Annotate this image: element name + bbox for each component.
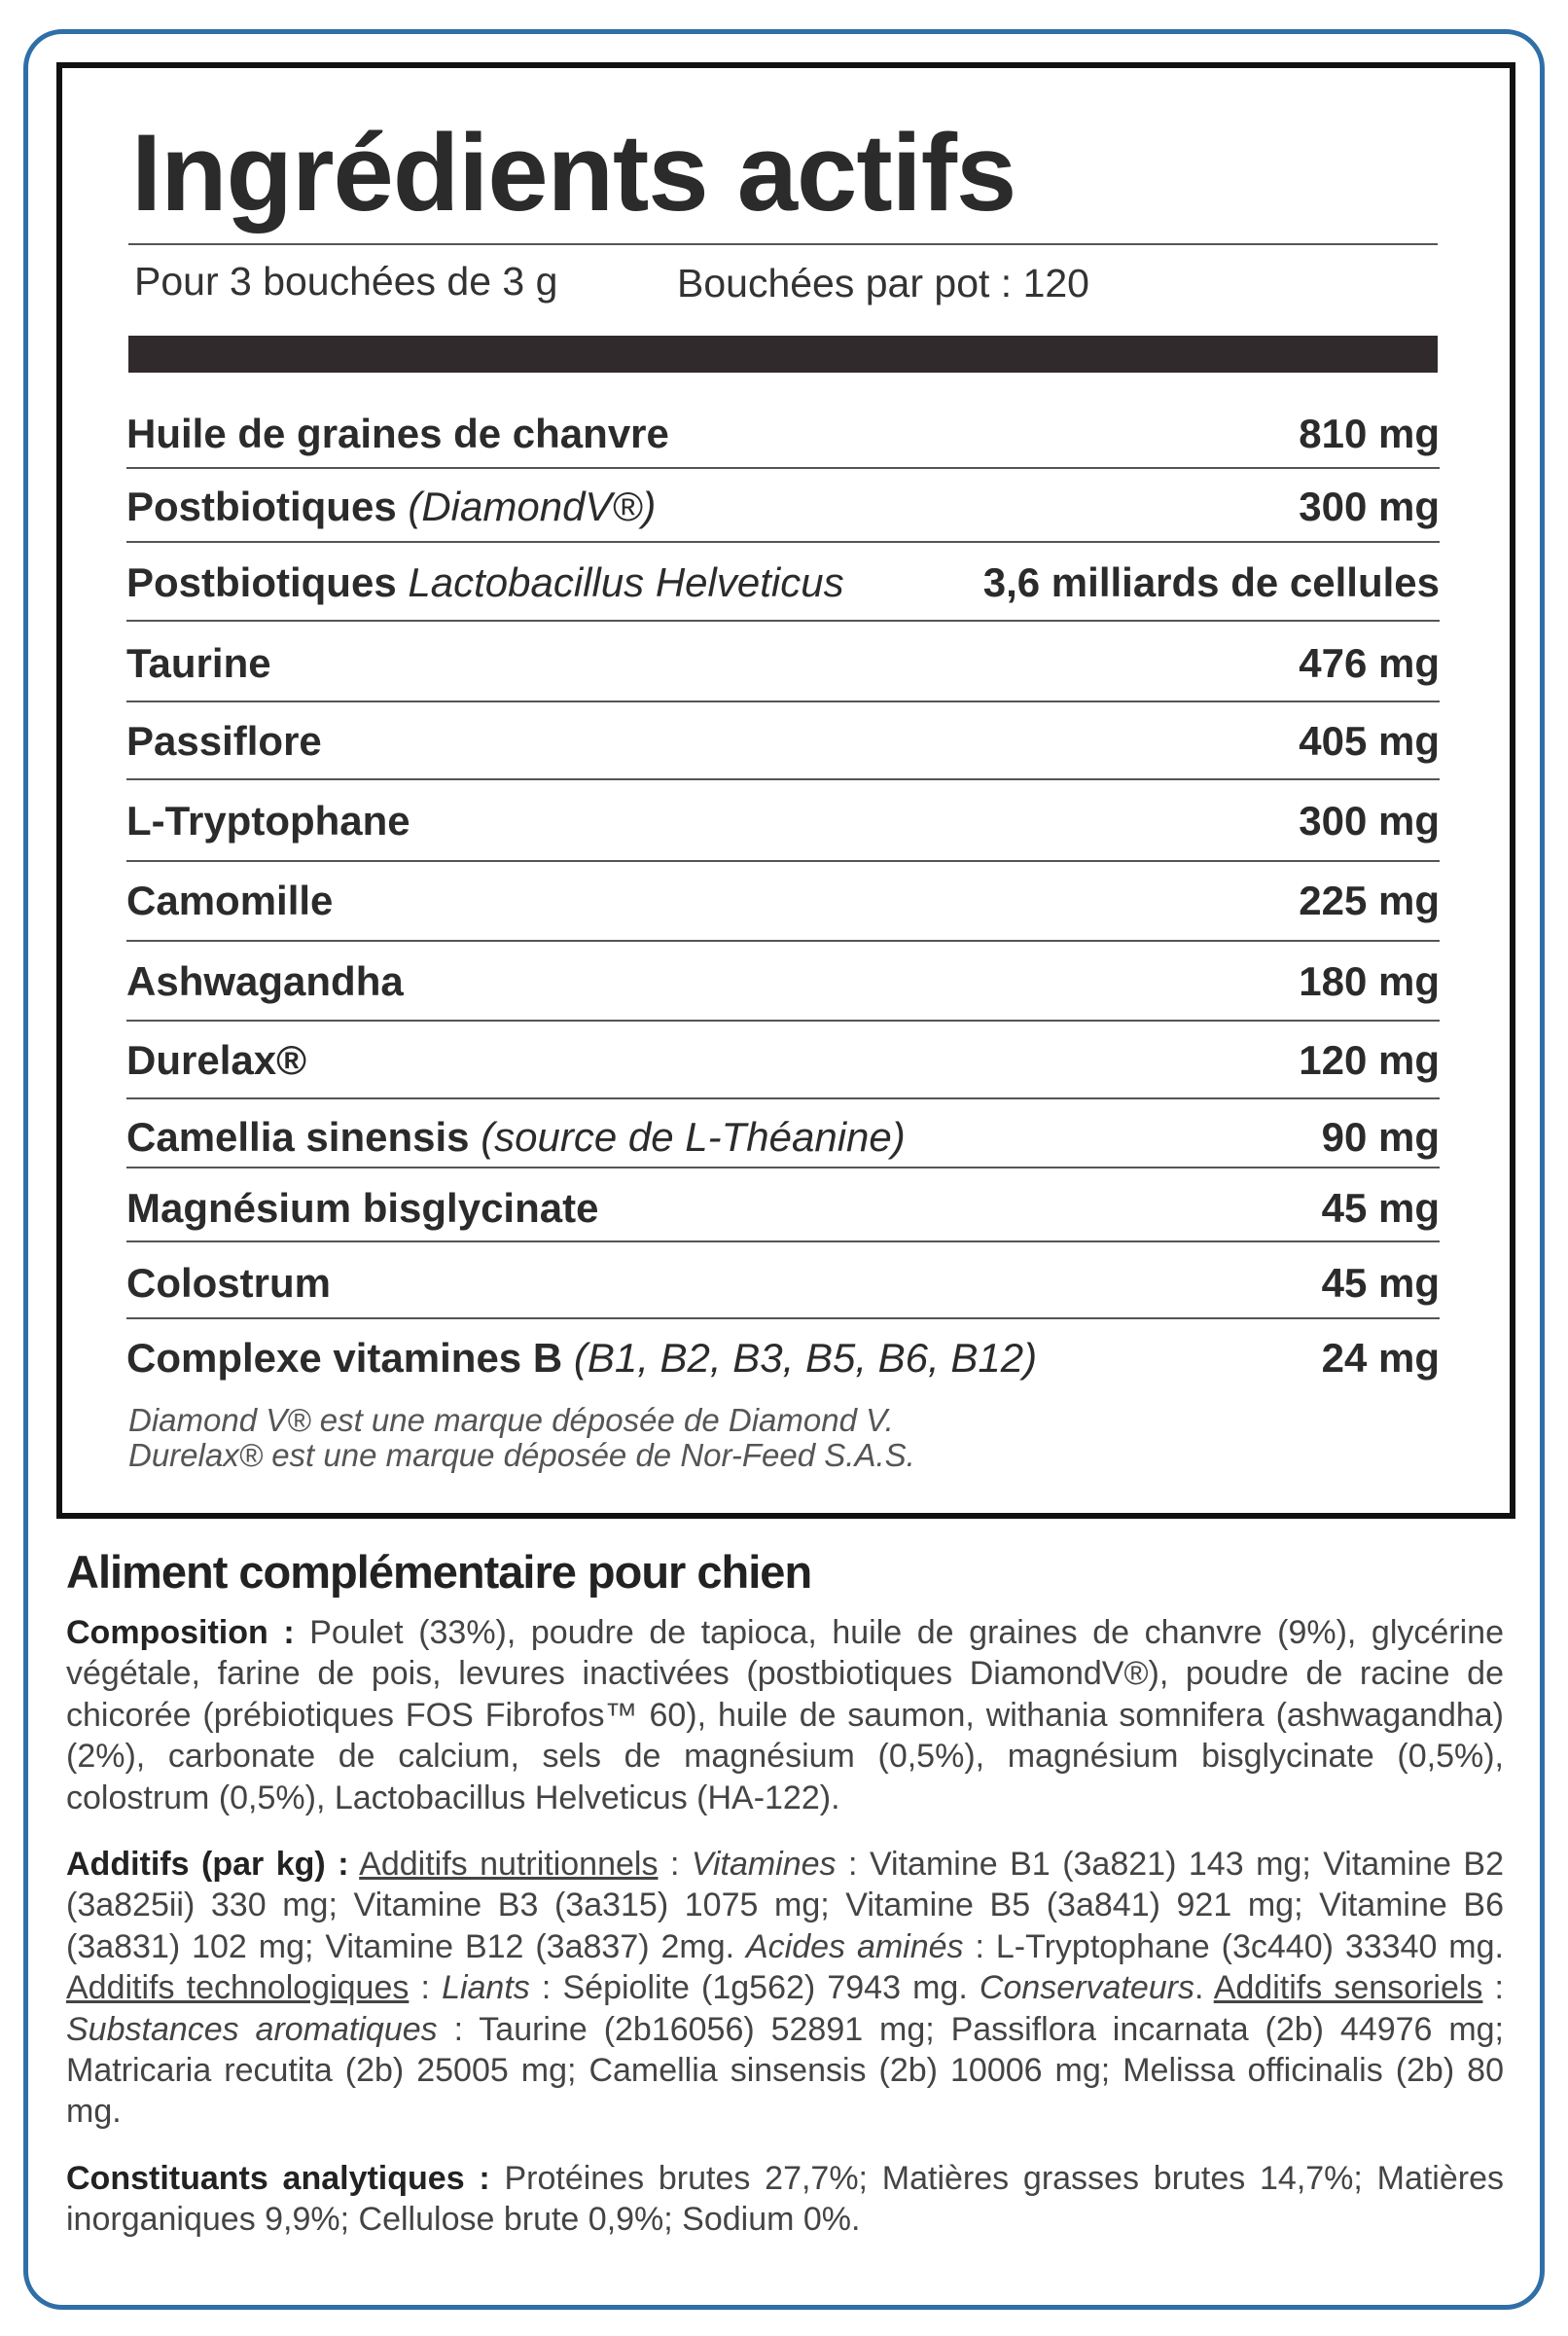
vitamins-label: Vitamines	[691, 1846, 837, 1883]
ingredient-label	[126, 559, 844, 606]
row-divider	[126, 940, 1440, 942]
ingredient-label	[126, 640, 271, 687]
flavouring-text: : Taurine (2b16056) 52891 mg; Passiflora incarnata (2b) 44976 mg; Matricaria recutita (2b) 25005 mg; Camellia sinsensis (2b) 10006 mg; Melissa officinalis (2b) 80 mg.	[66, 2010, 1504, 2131]
title-divider	[128, 243, 1438, 245]
constituants-label: Constituants analytiques :	[66, 2160, 490, 2197]
ingredient-label	[126, 484, 656, 530]
technological-additives-label: Additifs technologiques	[66, 1969, 410, 2007]
ingredient-row	[126, 1114, 1440, 1161]
row-divider	[126, 778, 1440, 780]
ingredient-amount: 45 mg	[1321, 1185, 1440, 1231]
preservatives-label: Conservateurs	[979, 1969, 1195, 2007]
ingredient-row	[126, 1185, 1440, 1232]
separator: :	[1482, 1969, 1504, 2007]
ingredient-amount: 24 mg	[1321, 1335, 1440, 1381]
ingredient-name: Camellia sinensis	[126, 1114, 470, 1160]
ingredient-label	[126, 878, 333, 924]
row-divider	[126, 620, 1440, 622]
ingredient-label	[126, 718, 322, 765]
preservatives-text: .	[1194, 1969, 1214, 2007]
constituants-paragraph	[66, 2158, 1504, 2241]
ingredient-row	[126, 1037, 1440, 1084]
ingredient-amount: 225 mg	[1299, 878, 1440, 923]
ingredient-amount: 405 mg	[1299, 718, 1440, 764]
binders-label: Liants	[442, 1969, 530, 2007]
nutritional-additives-label: Additifs nutritionnels	[359, 1846, 659, 1883]
sensory-additives-label: Additifs sensoriels	[1213, 1969, 1483, 2007]
ingredient-note: (DiamondV®)	[408, 484, 657, 529]
ingredient-row	[126, 484, 1440, 530]
ingredient-note: (B1, B2, B3, B5, B6, B12)	[573, 1335, 1038, 1381]
row-divider	[126, 467, 1440, 469]
ingredient-row	[126, 640, 1440, 687]
ingredient-row	[126, 1335, 1440, 1382]
row-divider	[126, 1020, 1440, 1022]
ingredient-amount: 3,6 milliards de cellules	[982, 559, 1440, 605]
constituants-text: Protéines brutes 27,7%; Matières grasses brutes 14,7%; Matières inorganiques 9,9%; Cellulose brute 0,9%; Sodium 0%.	[66, 2160, 1504, 2239]
ingredient-name: Postbiotiques	[126, 484, 397, 529]
vitamins-text: : Vitamine B1 (3a821) 143 mg; Vitamine B2 (3a825ii) 330 mg; Vitamine B3 (3a315) 1075 mg; Vitamine B5 (3a841) 921 mg; Vitamine B6 (3a831) 102 mg; Vitamine B12 (3a837) 2mg.	[66, 1846, 1504, 1965]
serving-size: Pour 3 bouchées de 3 g	[134, 259, 558, 304]
ingredient-label	[126, 1335, 1037, 1382]
ingredient-amount: 120 mg	[1299, 1037, 1440, 1083]
ingredient-name: L-Tryptophane	[126, 798, 410, 844]
servings-per-pot: Bouchées par pot : 120	[677, 261, 1089, 305]
ingredient-label	[126, 411, 669, 457]
ingredient-name: Magnésium bisglycinate	[126, 1185, 599, 1231]
row-divider	[126, 1240, 1440, 1242]
ingredient-name: Huile de graines de chanvre	[126, 411, 669, 456]
ingredient-amount: 45 mg	[1321, 1260, 1440, 1306]
row-divider	[126, 860, 1440, 862]
ingredient-note: Lactobacillus Helveticus	[408, 559, 844, 605]
ingredient-amount: 810 mg	[1299, 411, 1440, 456]
footnote-diamondv: Diamond V® est une marque déposée de Diamond V.	[128, 1402, 894, 1438]
ingredient-row	[126, 411, 1440, 457]
additifs-paragraph	[66, 1844, 1504, 2133]
composition-paragraph	[66, 1612, 1504, 1818]
separator: :	[409, 1969, 443, 2007]
composition-text: Poulet (33%), poudre de tapioca, huile de graines de chanvre (9%), glycérine végétale, farine de pois, levures inactivées (postbiotiques DiamondV®), poudre de racine de chicorée (prébiotiques FOS Fibrofos™ 60), huile de saumon, withania somnifera (ashwagandha) (2%), carbonate de calcium, sels de magnésium (0,5%), magnésium bisglycinate (0,5%), colostrum (0,5%), Lactobacillus Helveticus (HA-122).	[66, 1614, 1504, 1816]
ingredient-label	[126, 1260, 331, 1307]
separator: :	[658, 1846, 692, 1883]
ingredient-row	[126, 559, 1440, 606]
ingredient-amount: 90 mg	[1321, 1114, 1440, 1160]
ingredient-name: Postbiotiques	[126, 559, 397, 605]
additifs-label: Additifs (par kg) :	[66, 1846, 349, 1883]
row-divider	[126, 1097, 1440, 1099]
ingredient-amount: 300 mg	[1299, 484, 1440, 529]
header-bar	[128, 336, 1438, 373]
flavouring-label: Substances aromatiques	[66, 2010, 438, 2048]
ingredient-row	[126, 798, 1440, 845]
row-divider	[126, 701, 1440, 702]
amino-acids-text: : L-Tryptophane (3c440) 33340 mg.	[963, 1927, 1504, 1965]
ingredient-name: Camomille	[126, 878, 334, 923]
ingredient-label	[126, 1185, 598, 1232]
ingredient-name: Durelax®	[126, 1037, 307, 1083]
ingredient-amount: 300 mg	[1299, 798, 1440, 844]
amino-acids-label: Acides aminés	[745, 1927, 964, 1965]
composition-label: Composition :	[66, 1614, 295, 1651]
product-subtitle: Aliment complémentaire pour chien	[66, 1546, 812, 1598]
row-divider	[126, 1317, 1440, 1319]
binders-text: : Sépiolite (1g562) 7943 mg.	[529, 1969, 980, 2007]
ingredient-name: Passiflore	[126, 718, 322, 764]
ingredient-label	[126, 1037, 306, 1084]
row-divider	[126, 541, 1440, 543]
ingredient-name: Taurine	[126, 640, 271, 686]
ingredient-amount: 180 mg	[1299, 958, 1440, 1004]
ingredient-row	[126, 878, 1440, 924]
ingredient-name: Colostrum	[126, 1260, 331, 1306]
ingredient-row	[126, 958, 1440, 1005]
trademark-notes	[128, 1403, 915, 1473]
ingredient-name: Ashwagandha	[126, 958, 404, 1004]
footnote-durelax: Durelax® est une marque déposée de Nor-Feed S.A.S.	[128, 1437, 915, 1473]
ingredient-label	[126, 798, 410, 845]
ingredient-amount: 476 mg	[1299, 640, 1440, 686]
ingredient-label	[126, 958, 404, 1005]
ingredient-row	[126, 718, 1440, 765]
ingredient-note: (source de L-Théanine)	[481, 1114, 906, 1160]
ingredient-label	[126, 1114, 906, 1161]
row-divider	[126, 1167, 1440, 1168]
ingredient-name: Complexe vitamines B	[126, 1335, 563, 1381]
ingredient-row	[126, 1260, 1440, 1307]
panel-title: Ingrédients actifs	[131, 112, 1016, 234]
